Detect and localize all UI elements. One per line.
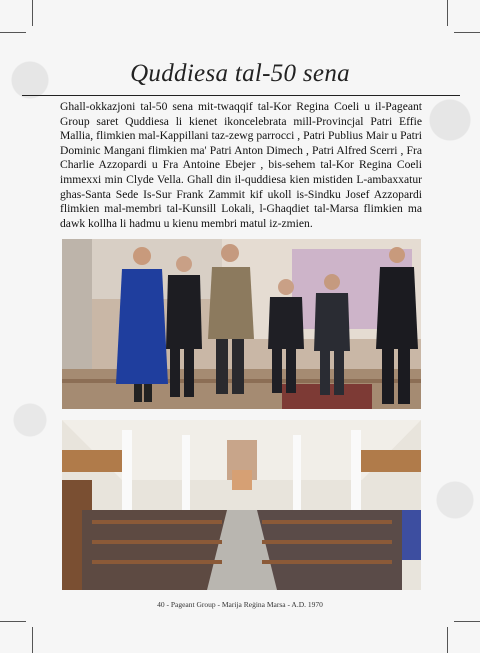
crop-mark: [0, 32, 26, 33]
title-divider: [22, 95, 460, 96]
page-footer: 40 - Pageant Group - Marija Reġina Marsa - A.D. 1970: [157, 600, 323, 609]
crop-mark: [0, 621, 26, 622]
crop-mark: [32, 0, 33, 26]
article-body: Ghall-okkazjoni tal-50 sena mit-twaqqif tal-Kor Regina Coeli u il-Pageant Group saret Quddiesa li kienet ikoncelebrata mill-Provincjal Patri Effie Mallia, flimkien mal-Kappillani taz-zewg parrocci , Patri Publius Mair u Patri Dominic Mangani flimkien ma' Patri Anton Dimech , Patri Alfred Scerri , Fra Charlie Azzopardi u Fra Antoine Ebejer , bis-sehem tal-Kor Regina Coeli immexxi min Clyde Vella. Ghall din il-quddiesa kien mistiden L-ambaxxatur ghas-Santa Sede Is-Sur Frank Zammit kif ukoll is-Sindku Josef Azzopardi flimkien mal-membri tal-Kunsill Lokali, l-Ghaqdiet tal-Marsa flimkien ma dawk kollha li hadmu u kienu membri matul iz-zmien.: [60, 100, 422, 230]
crop-mark: [454, 621, 480, 622]
crop-mark: [447, 0, 448, 26]
crop-mark: [447, 627, 448, 653]
crop-mark: [32, 627, 33, 653]
church-interior-photo: [62, 420, 421, 590]
page-title: Quddiesa tal-50 sena: [130, 60, 350, 87]
group-photo: [62, 239, 421, 409]
crop-mark: [454, 32, 480, 33]
